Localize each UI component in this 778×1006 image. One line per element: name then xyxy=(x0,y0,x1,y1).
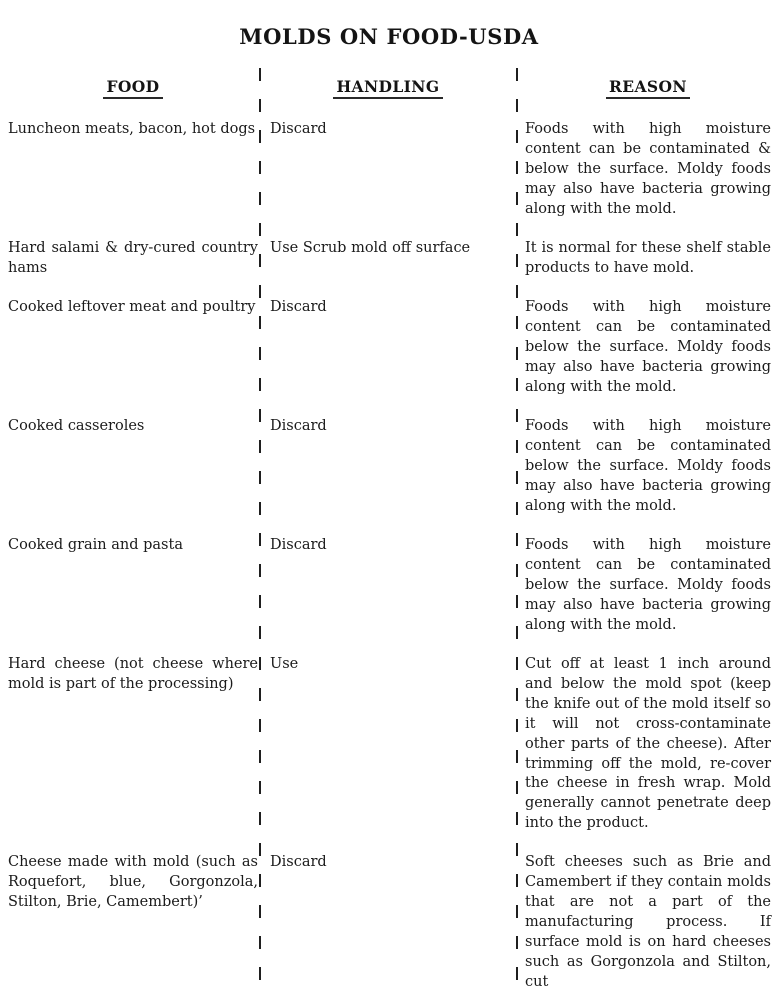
handling-cell: Discard xyxy=(270,121,327,137)
table-row xyxy=(0,853,778,992)
page-title: MOLDS ON FOOD-USDA xyxy=(239,24,539,49)
reason-cell: Foods with high moisture content can be contaminated & below the surface. Moldy foods may also have bacteria growing along with the mold. xyxy=(525,121,771,217)
food-molds-table xyxy=(0,77,778,1006)
table-row xyxy=(0,536,778,636)
food-cell: Cooked leftover meat and poultry xyxy=(8,299,256,315)
reason-cell: Foods with high moisture content can be contaminated below the surface. Moldy foods may also have bacteria growing along with the mold. xyxy=(525,418,771,514)
table-row xyxy=(0,120,778,220)
food-cell: Cooked casseroles xyxy=(8,418,145,434)
table-header-reason: REASON xyxy=(525,77,771,99)
handling-cell: Discard xyxy=(270,537,327,553)
food-cell: Hard salami & dry-cured country hams xyxy=(8,240,258,276)
reason-cell: Cut off at least 1 inch around and below the mold spot (keep the knife out of the mold itself so it will not cross-contaminate other parts of the cheese). After trimming off the mold, re-cover the cheese in fresh wrap. Mold generally cannot penetrate deep into the product. xyxy=(525,656,771,832)
food-cell: Luncheon meats, bacon, hot dogs xyxy=(8,121,256,137)
table-header-food: FOOD xyxy=(8,77,258,99)
handling-cell: Discard xyxy=(270,299,327,315)
table-row xyxy=(0,298,778,398)
handling-cell: Use xyxy=(270,656,299,672)
handling-cell: Discard xyxy=(270,854,327,871)
table-row xyxy=(0,655,778,834)
table-header-row xyxy=(0,77,778,99)
handling-cell: Use Scrub mold off surface xyxy=(270,240,471,256)
table-row xyxy=(0,239,778,279)
reason-cell: It is normal for these shelf stable products to have mold. xyxy=(525,240,771,276)
handling-cell: Discard xyxy=(270,418,327,434)
reason-cell: Foods with high moisture content can be contaminated below the surface. Moldy foods may also have bacteria growing along with the mold. xyxy=(525,299,771,395)
food-cell: Cheese made with mold (such as Roquefort, blue, Gorgonzola, Stilton, Brie, Camembert)’ xyxy=(8,854,258,910)
table-row xyxy=(0,417,778,517)
reason-cell: Soft cheeses such as Brie and Camembert if they contain molds that are not a part of the manufacturing process. If surface mold is on hard cheeses such as Gorgonzola and Stilton, cut xyxy=(525,854,771,990)
food-cell: Cooked grain and pasta xyxy=(8,537,183,553)
table-header-handling: HANDLING xyxy=(270,77,506,99)
reason-cell: Foods with high moisture content can be contaminated below the surface. Moldy foods may also have bacteria growing along with the mold. xyxy=(525,537,771,633)
food-cell: Hard cheese (not cheese where mold is part of the processing) xyxy=(8,656,258,692)
